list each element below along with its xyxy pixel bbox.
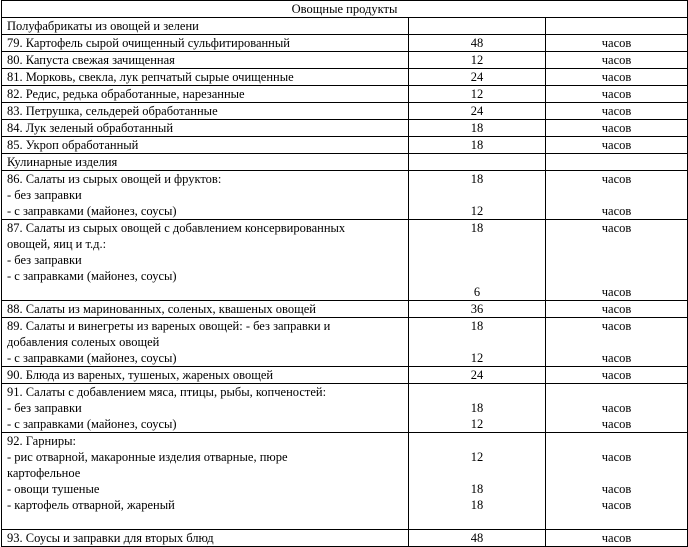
table-row [2, 171, 688, 220]
table-row [2, 433, 688, 530]
row-sub-label: - с заправками (майонез, соусы) [7, 204, 177, 218]
table-row [2, 367, 688, 384]
row-sub-label: - с заправками (майонез, соусы) [7, 417, 177, 431]
table-title-row [2, 1, 688, 18]
row-value: 18 [470, 172, 484, 186]
row-label: 89. Салаты и винегреты из вареных овощей: - без заправки и [7, 319, 331, 333]
section-title-culinary: Кулинарные изделия [2, 154, 409, 171]
row-unit: часов [601, 351, 632, 365]
row-unit: часов [601, 401, 632, 415]
row-value: 18 [470, 221, 484, 235]
table-row [2, 137, 688, 154]
table-row [2, 103, 688, 120]
row-unit: часов [601, 498, 632, 512]
table-row [2, 52, 688, 69]
row-unit: часов [601, 450, 632, 464]
row-label: 80. Капуста свежая зачищенная [2, 52, 409, 69]
row-unit: часов [601, 482, 632, 496]
row-value: 12 [470, 351, 484, 365]
table-row [2, 301, 688, 318]
row-value: 18 [470, 319, 484, 333]
row-label: 91. Салаты с добавлением мяса, птицы, рыбы, копченостей: [7, 385, 327, 399]
row-sub-label: - рис отварной, макаронные изделия отварные, пюре [7, 450, 288, 464]
row-sub-label-continued: картофельное [7, 466, 81, 480]
row-value: 48 [409, 530, 546, 547]
row-value: 18 [409, 137, 546, 154]
row-label-cell [2, 433, 409, 530]
row-unit: часов [546, 530, 688, 547]
row-label-continued: овощей, яиц и т.д.: [7, 237, 107, 251]
row-unit: часов [601, 319, 632, 333]
row-label: 79. Картофель сырой очищенный сульфитированный [2, 35, 409, 52]
row-value: 6 [473, 285, 481, 299]
row-label: 83. Петрушка, сельдерей обработанные [2, 103, 409, 120]
row-value: 18 [470, 498, 484, 512]
row-unit: часов [546, 69, 688, 86]
row-unit: часов [546, 367, 688, 384]
vegetable-products-table [1, 0, 688, 547]
row-label: 88. Салаты из маринованных, соленых, квашеных овощей [2, 301, 409, 318]
table-row [2, 86, 688, 103]
row-unit: часов [601, 172, 632, 186]
row-label: 84. Лук зеленый обработанный [2, 120, 409, 137]
row-unit: часов [601, 221, 632, 235]
row-sub-label: - без заправки [7, 253, 82, 267]
row-value: 18 [470, 401, 484, 415]
row-unit: часов [546, 52, 688, 69]
row-label: 87. Салаты из сырых овощей с добавлением консервированных [7, 221, 346, 235]
row-value: 18 [470, 482, 484, 496]
table-row [2, 530, 688, 547]
row-value: 12 [470, 417, 484, 431]
row-value: 12 [470, 204, 484, 218]
row-sub-label: - с заправками (майонез, соусы) [7, 269, 177, 283]
row-unit: часов [601, 285, 632, 299]
row-label: 93. Соусы и заправки для вторых блюд [2, 530, 409, 547]
table-row [2, 35, 688, 52]
row-value: 24 [409, 367, 546, 384]
row-label: 92. Гарниры: [7, 434, 76, 448]
row-value: 12 [470, 450, 484, 464]
row-label: 90. Блюда из вареных, тушеных, жареных овощей [2, 367, 409, 384]
row-sub-label: - овощи тушеные [7, 482, 100, 496]
row-label: 85. Укроп обработанный [2, 137, 409, 154]
row-label: 82. Редис, редька обработанные, нарезанные [2, 86, 409, 103]
row-sub-label: - картофель отварной, жареный [7, 498, 175, 512]
row-unit: часов [546, 301, 688, 318]
row-value: 12 [409, 86, 546, 103]
row-label-cell [2, 220, 409, 301]
row-label-cell [2, 384, 409, 433]
row-value: 12 [409, 52, 546, 69]
row-sub-label: - с заправками (майонез, соусы) [7, 351, 177, 365]
row-value: 36 [409, 301, 546, 318]
row-unit: часов [546, 103, 688, 120]
row-unit: часов [546, 137, 688, 154]
row-value: 24 [409, 103, 546, 120]
table-row [2, 384, 688, 433]
table-row [2, 69, 688, 86]
row-sub-label: - без заправки [7, 401, 82, 415]
row-unit: часов [546, 35, 688, 52]
row-label-continued: добавления соленых овощей [7, 335, 160, 349]
section-row-culinary [2, 154, 688, 171]
row-label: 81. Морковь, свекла, лук репчатый сырые очищенные [2, 69, 409, 86]
row-unit: часов [601, 204, 632, 218]
table-row [2, 120, 688, 137]
row-value: 48 [409, 35, 546, 52]
table-title: Овощные продукты [2, 1, 688, 18]
row-value: 18 [409, 120, 546, 137]
row-value: 24 [409, 69, 546, 86]
table-row [2, 318, 688, 367]
row-label-cell [2, 171, 409, 220]
row-unit: часов [546, 120, 688, 137]
row-sub-label: - без заправки [7, 188, 82, 202]
section-title-semi: Полуфабрикаты из овощей и зелени [2, 18, 409, 35]
section-row-semi [2, 18, 688, 35]
row-label-cell [2, 318, 409, 367]
table-row [2, 220, 688, 301]
row-label: 86. Салаты из сырых овощей и фруктов: [7, 172, 222, 186]
row-unit: часов [546, 86, 688, 103]
row-unit: часов [601, 417, 632, 431]
